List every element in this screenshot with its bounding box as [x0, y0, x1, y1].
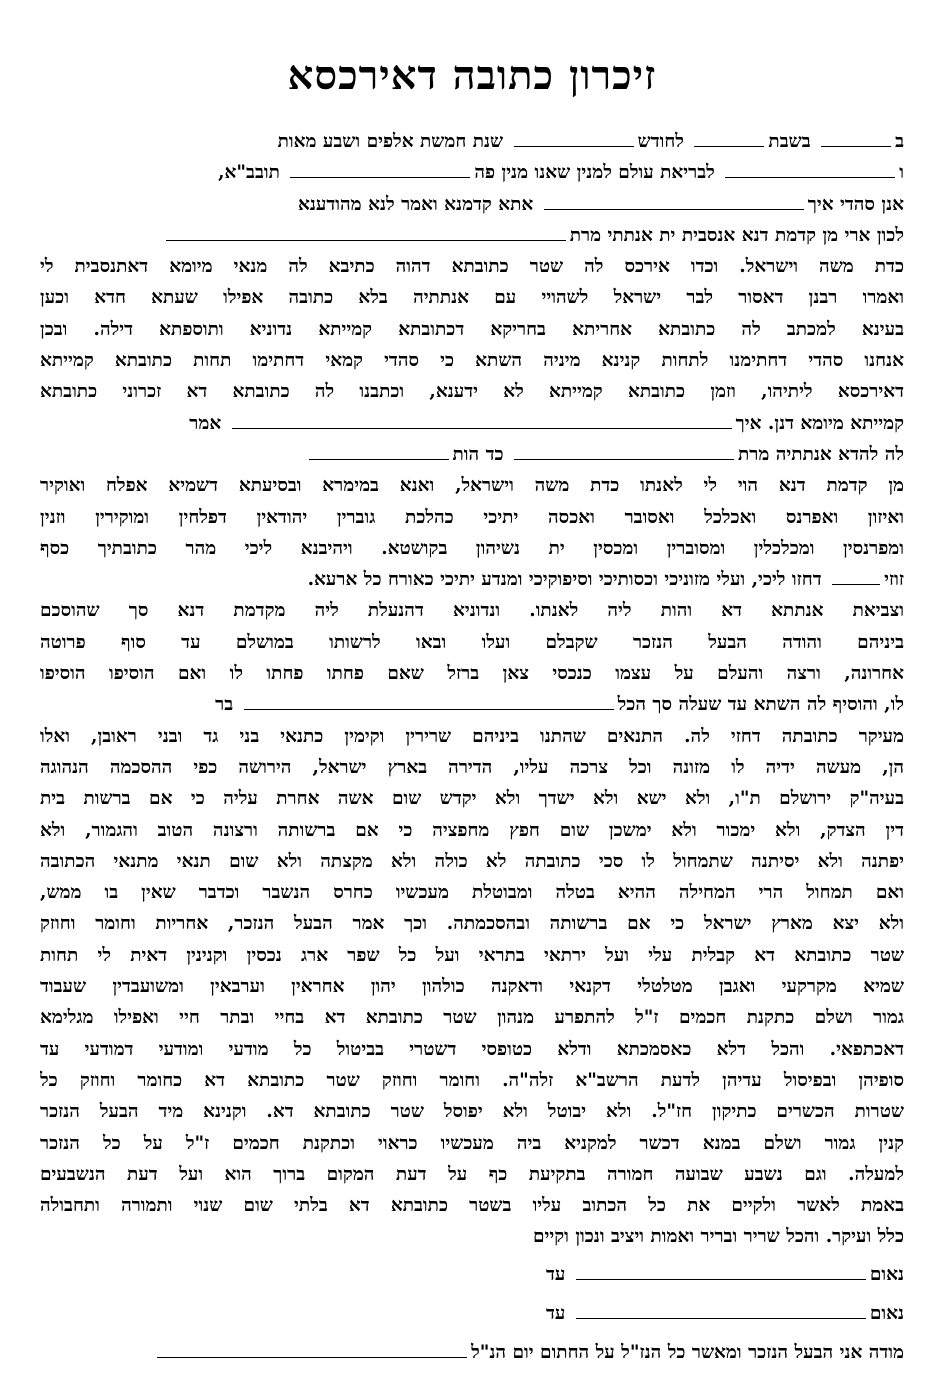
date-line-1	[40, 126, 904, 157]
bar-label: בר	[215, 694, 234, 716]
paragraph-4-line: הן, מעשה ידיה לו מזונה וכל צרכה עליו, הדירה בארץ ישראל, הירושה כפי ההסכמה הנהוגה	[40, 756, 904, 778]
paragraph-4-line: סופיהן ובפיסול עדיהן לדעת הרשב"א זלה"ה. וחומר וחוזק שטר כתובתא דא כחומר וחוזק כל	[40, 1069, 904, 1091]
paragraph-1-line: דאירכסא ליתיהו, וזמן כתובתא קמייתא לא ידענא, וכתבנו לה כתובתא דא זכרוני כתובתא	[40, 381, 904, 403]
paragraph-4-line: קנין גמור ושלם במנא דכשר למקניא ביה מעכשיו כראוי וכתקנת חכמים ז"ל על כל הנזכר	[40, 1132, 904, 1154]
status-blank[interactable]	[309, 458, 449, 460]
zuzei-line	[40, 564, 904, 595]
paragraph-4-line: ואם תמחול הרי המחילה ההיא בטלה ומבוטלת מעכשיו כחרס הנשבר וכדבר שאין בו ממש,	[40, 882, 904, 904]
paragraph-3-line: אחרונה, ורצה והעלם על עצמו כנכסי צאן ברזל שאם פחתו פחתו לו ואם הוסיפו הוסיפו	[40, 663, 904, 685]
witness-prefix: נאום	[869, 1263, 904, 1285]
witness-suffix: עד	[545, 1302, 566, 1324]
date-prefix-bet: ב	[895, 131, 904, 152]
paragraph-4-line: בעיה"ק ירושלם ת"ו, ולא ישא ולא ישדך ולא יקדש שום אשה אחרת עליה כי אם ברשות בית	[40, 788, 904, 810]
paragraph-2-line: מן קדמת דנא הוי לי לאנתו כדת משה וישראל, ואנא במימרא ובסיעתא דשמיא אפלח ואוקיר	[40, 475, 904, 497]
paragraph-3-line: וצביאת אנתתא דא והות ליה לאנתו. ונדוניא דהנעלת ליה מקדמת דנא סך שהוסכם	[40, 600, 904, 622]
wife-intro-label: לכון ארי מן קדמת דנא אנסבית ית אנתתי מרת	[569, 224, 904, 246]
paragraph-3-line: ביניהם והודה הבעל הנזכר שקבלם ועלו ובאו לרשותו במושלם עד סוף פרוטה	[40, 631, 904, 653]
witness-suffix: עד	[545, 1263, 566, 1285]
total-line	[40, 689, 904, 720]
kad-hava-label: כד הות	[452, 443, 504, 465]
witness-signature-1	[40, 1259, 904, 1290]
creation-count-label: לבריאת עולם למנין שאנו מנין פה	[474, 162, 715, 184]
paragraph-4-line: גמור ושלם כתקנת חכמים ז"ל להתפרע מנהון שטר כתובתא דא בחיי ובתר חיי ואפילו מגלימא	[40, 1007, 904, 1029]
day-of-month-blank[interactable]	[694, 145, 764, 147]
paragraph-4-line: ולא יצא מארץ ישראל כי אם ברשותה ובהסכמתה. וכך אמר הבעל הנזכר, אחריות וחומר וחוזק	[40, 913, 904, 935]
year-blank[interactable]	[725, 176, 895, 178]
paragraph-1-line: אנחנו סהדי דחתימנו לתחות קנינא מיניה השתא כי סהדי קמאי דחתימו תחות כתובתא קמייתא	[40, 350, 904, 372]
witness-signature-2	[40, 1298, 904, 1329]
date-label-year: שנת חמשת אלפים ושבע מאות	[277, 131, 504, 152]
document-title: זיכרון כתובה דאירכסא	[287, 52, 657, 99]
paragraph-1-line: כדת משה וישראל. וכדו אירכס לה שטר כתובתא דהוה כתיבא לה מנאי מיומא דאתנסבית לי	[40, 256, 904, 278]
wife-name-blank-2[interactable]	[514, 458, 734, 460]
came-before-us-label: אתא קדמנא ואמר לנא מהודענא	[298, 193, 534, 215]
paragraph-4-line: יפתנה ולא יסיתנה שתמחול לו סכי כתובתה לא כולה ולא מקצתה ולא שום תנאי מתנאי הכתובה	[40, 850, 904, 872]
date-label-shabbat: בשבת	[768, 131, 811, 152]
paragraph-4-line: למעלה. וגם נשבע שבועה חמורה בתקיעת כף על דעת המקום ברוך הוא ועל דעת הנשבעים	[40, 1163, 904, 1185]
zuzei-label: זוזי	[884, 569, 904, 591]
paragraph-4-line: דין הצדק, ולא ימכור ולא ימשכן שום חפץ מחפציה כי אם ברשותה ורצונה הטוב והגמור, ולא	[40, 819, 904, 841]
total-blank[interactable]	[244, 708, 614, 710]
paragraph-4-line: מעיקר כתובתה דחזי לה. התנאים שהתנו ביניהם שרירין וקימין כתנאי בני גד ובני ראובן, ואלו	[40, 725, 904, 747]
document-body	[40, 126, 904, 1369]
paragraph-4-line: שטר כתובתא דא קבלית עלי ועל ירתאי בתראי ועל כל שפר ארג נכסין וקנינין דאית לי תחות	[40, 944, 904, 966]
kamaita-label: קמייתא מיומא דנן. איך	[735, 412, 904, 434]
tovav-label: תובב"א,	[218, 162, 280, 184]
husband-name-blank-2[interactable]	[232, 427, 732, 429]
paragraph-1-line: ואמרו רבנן דאסור לבר ישראל לשהויי עם אנתתיה בלא כתובה אפילו שעתא חדא וכען	[40, 287, 904, 309]
witness-intro-label: אנן סהדי איך	[807, 193, 904, 215]
paragraph-2-line: ומפרנסין ומכלכלין ומסוברין ומכסין ית נשיהון בקושטא. ויהיבנא ליכי מהר כתובתיך כסף	[40, 537, 904, 559]
zuzei-rest: דחזו ליכי, ועלי מזוניכי וכסותיכי וסיפוקיכי ומנדע יתיכי כאורח כל ארעא.	[307, 569, 822, 591]
kamaita-line	[40, 408, 904, 439]
witness-1-signature-blank[interactable]	[576, 1278, 866, 1280]
witness-prefix: נאום	[869, 1302, 904, 1324]
amount-blank[interactable]	[832, 583, 880, 585]
kad-hava-line	[40, 439, 904, 470]
paragraph-4-line: שטרות הכשרים כתיקון חז"ל. ולא יבוטל ולא יפוסל שטר כתובתא דא. וקנינא מיד הבעל הנזכר	[40, 1101, 904, 1123]
paragraph-4-line: דאכתפאי. והכל דלא כאסמכתא ודלא כטופסי דשטרי בביטול כל מודעי ומודעי דמודעי עד	[40, 1038, 904, 1060]
paragraph-1-line: בעינא למכתב לה כתובתא אחריתא בחריקא דכתובתא קמייתא נדוניא ותוספתא דילה. ובכן	[40, 318, 904, 340]
city-blank[interactable]	[290, 176, 470, 178]
husband-signature-blank[interactable]	[157, 1356, 467, 1358]
amar-label: אמר	[189, 412, 222, 434]
paragraph-2-line: ואיזון ואפרנס ואכלכל ואסובר ואכסה יתיכי כהלכת גוברין יהודאין דפלחין ומוקירין וזנין	[40, 506, 904, 528]
closing-text: מודה אני הבעל הנזכר ומאשר כל הנז"ל על החתום יום הנ"ל	[471, 1342, 904, 1364]
month-blank[interactable]	[514, 145, 634, 147]
wife-intro-line	[40, 220, 904, 251]
day-blank[interactable]	[821, 145, 891, 147]
witness-intro-line	[40, 189, 904, 220]
paragraph-4-last-line: כלל ועיקר. והכל שריר ובריר ואמות ויציב ונכון וקיים	[533, 1226, 904, 1248]
date-line-2	[40, 157, 904, 188]
date-label-month: לחודש	[637, 131, 684, 152]
total-label: לו, והוסיף לה השתא עד שעלה סך הכל	[617, 694, 904, 716]
husband-acknowledgment	[40, 1337, 904, 1368]
witness-2-signature-blank[interactable]	[576, 1317, 866, 1319]
paragraph-4-line: באמת לאשר ולקיים את כל הכתוב עליו בשטר כתובתא דא בלתי שום שנוי ותמורה ותחבולה	[40, 1195, 904, 1217]
ketubah-document	[40, 40, 904, 1369]
husband-name-blank[interactable]	[544, 208, 804, 210]
date-prefix-vav: ו	[899, 162, 904, 184]
paragraph-4-line: שמיא מקרקעי ואגבן מטלטלי דקנאי ודאקנה כולהון יהון אחראין וערבאין ומשועבדין שעבוד	[40, 976, 904, 998]
wife-label: לה להדא אנתתיה מרת	[738, 443, 904, 465]
wife-name-blank[interactable]	[166, 239, 566, 241]
